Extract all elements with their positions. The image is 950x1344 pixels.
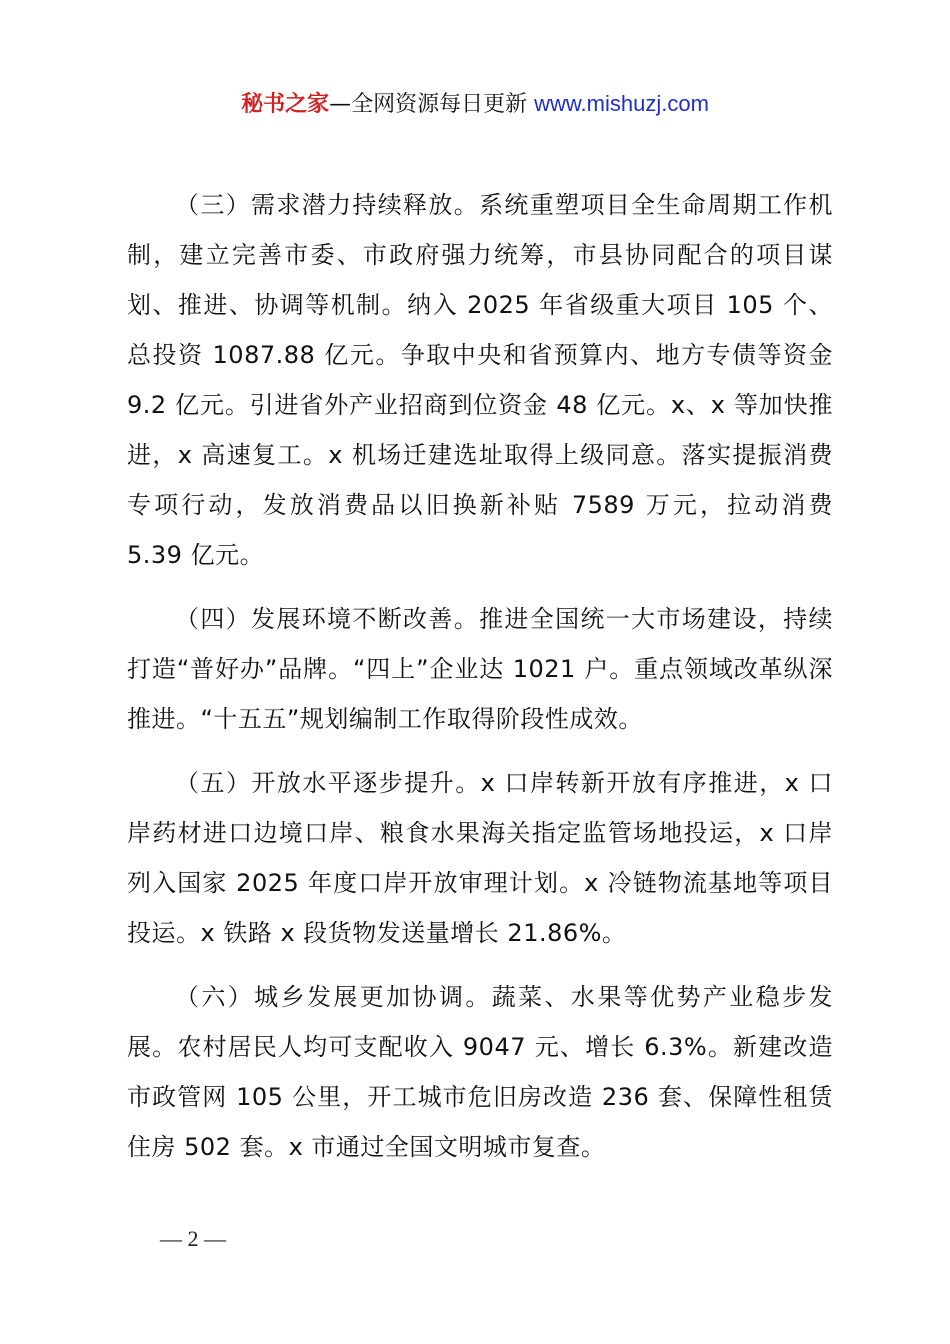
header-tagline: —全网资源每日更新 [329,92,535,117]
brand-name: 秘书之家 [241,92,330,117]
site-header [0,88,950,121]
site-url-link[interactable]: www.mishuzj.com [534,91,709,116]
page-number: — 2 — [160,1226,226,1251]
paragraph-opening-up: （五）开放水平逐步提升。x 口岸转新开放有序推进，x 口岸药材进口边境口岸、粮食水果海关指定监管场地投运，x 口岸列入国家 2025 年度口岸开放审理计划。x 冷链物流基地等项目投运。x 铁路 x 段货物发送量增长 21.86%。 [127,769,833,947]
paragraph-urban-rural: （六）城乡发展更加协调。蔬菜、水果等优势产业稳步发展。农村居民人均可支配收入 9047 元、增长 6.3%。新建改造市政管网 105 公里，开工城市危旧房改造 236 套、保障性租赁住房 502 套。x 市通过全国文明城市复查。 [127,983,833,1161]
paragraph-demand-potential: （三）需求潜力持续释放。系统重塑项目全生命周期工作机制，建立完善市委、市政府强力统筹，市县协同配合的项目谋划、推进、协调等机制。纳入 2025 年省级重大项目 105 个、总投资 1087.88 亿元。争取中央和省预算内、地方专债等资金 9.2 亿元。引进省外产业招商到位资金 48 亿元。x、x 等加快推进，x 高速复工。x 机场迁建选址取得上级同意。落实提振消费专项行动，发放消费品以旧换新补贴 7589 万元，拉动消费 5.39 亿元。 [127,191,833,569]
document-body [127,180,833,1186]
paragraph-development-environment: （四）发展环境不断改善。推进全国统一大市场建设，持续打造“普好办”品牌。“四上”企业达 1021 户。重点领域改革纵深推进。“十五五”规划编制工作取得阶段性成效。 [127,605,833,733]
